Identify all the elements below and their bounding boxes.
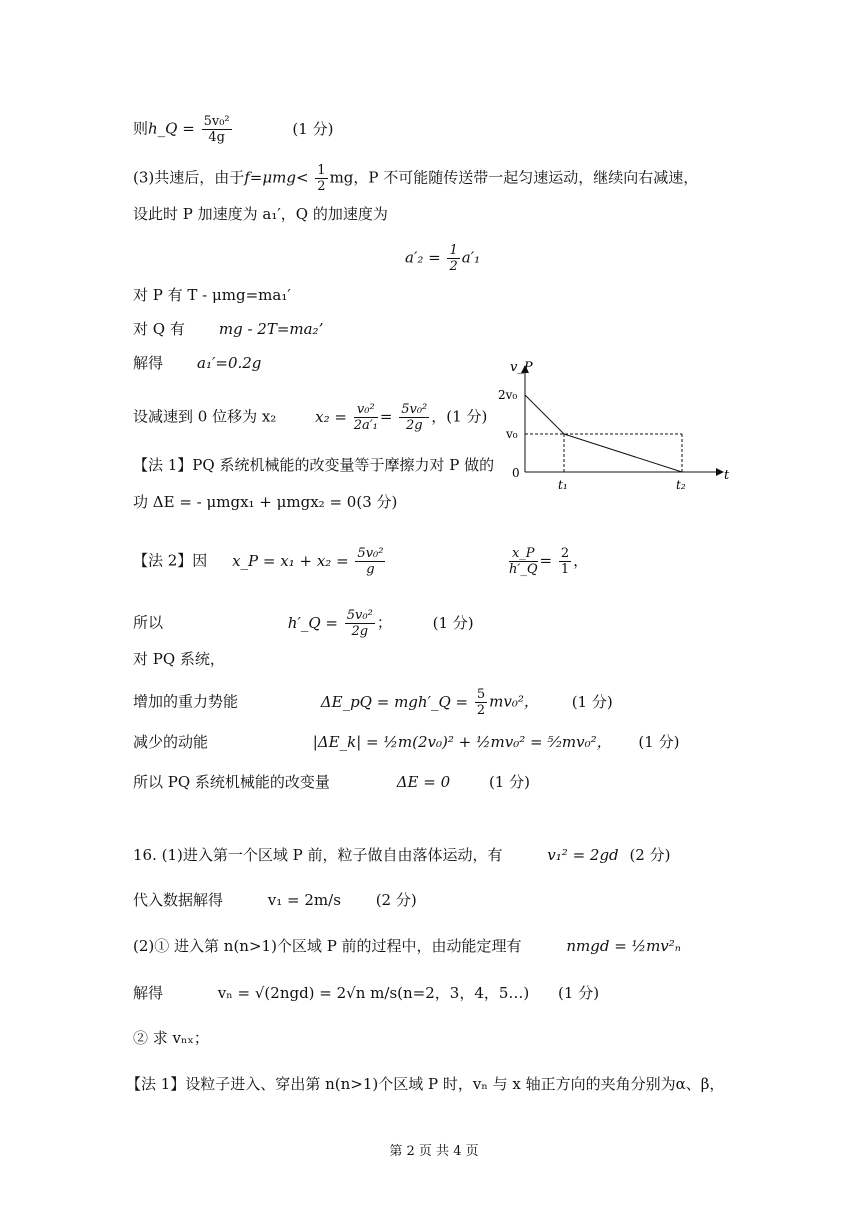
denominator: 4g	[208, 130, 225, 145]
text: 减少的动能	[133, 733, 209, 751]
fraction-2	[399, 402, 429, 433]
tick-t1: t₁	[558, 478, 568, 492]
q16-line-3	[133, 935, 681, 957]
lhs: x₂ =	[315, 407, 347, 426]
score: (1 分)	[638, 733, 680, 751]
text: 解得	[133, 354, 164, 372]
formula-tail: mv₀²，	[489, 692, 539, 711]
score: (1 分)	[558, 984, 600, 1002]
formula: ΔE = 0	[396, 773, 451, 791]
text: 16. (1)进入第一个区域 P 前，粒子做自由落体运动，有	[133, 846, 503, 864]
numerator: 1	[449, 243, 458, 258]
q16-line-2	[133, 889, 417, 911]
denominator: g	[366, 562, 375, 577]
score: (2 分)	[629, 846, 671, 864]
text: 设减速到 0 位移为 x₂	[133, 407, 277, 426]
text: 代入数据解得	[133, 891, 224, 909]
tick-v0: v₀	[506, 427, 518, 441]
numerator: 5v₀²	[346, 608, 373, 623]
formula: a₁′=0.2g	[197, 354, 262, 372]
line-hq	[133, 114, 333, 145]
denominator: 1	[560, 562, 570, 577]
line-p-eq: 对 P 有 T - μmg=ma₁′	[133, 286, 291, 304]
numerator: 1	[317, 163, 326, 178]
page-footer: 第 2 页 共 4 页	[389, 1144, 479, 1159]
formula: x_P = x₁ + x₂ =	[232, 551, 349, 570]
fraction	[447, 243, 459, 274]
denominator: 2	[317, 179, 326, 194]
equation-a2	[405, 243, 480, 274]
rhs: a′₁	[461, 248, 481, 267]
fraction-ratio-2	[559, 546, 571, 577]
method-1-heading: 【法 1】PQ 系统机械能的改变量等于摩擦力对 P 做的	[133, 456, 495, 474]
fraction-ratio-1	[509, 546, 537, 577]
fraction-1	[354, 402, 378, 433]
text: (2)① 进入第 n(n>1)个区域 P 前的过程中，由动能定理有	[133, 937, 522, 955]
score: (1 分)	[292, 119, 334, 138]
score: (2 分)	[375, 891, 417, 909]
line-pq-system: 对 PQ 系统，	[133, 650, 225, 668]
tick-zero: 0	[512, 466, 520, 480]
q16-line-1	[133, 844, 670, 866]
formula: f=μmg<	[244, 168, 309, 187]
formula: v₁² = 2gd	[547, 846, 619, 864]
line-3-intro	[133, 163, 698, 194]
fraction-half	[315, 163, 327, 194]
line-accel: 设此时 P 加速度为 a₁′，Q 的加速度为	[133, 205, 388, 223]
segment-decel-2	[564, 434, 682, 472]
numerator: 5v₀²	[203, 114, 230, 129]
q16-line-5: ② 求 vₙₓ；	[133, 1029, 209, 1047]
line-x2: 设减速到 0 位移为 x₂ x₂ = $\frac{\text{v₀²}}{\text{2a′₁}}$ = $\frac{\text{5v₀²}}{2g}$ ，(1 分)	[133, 402, 488, 433]
score: (1 分)	[571, 692, 613, 711]
fraction-ep	[475, 687, 487, 718]
fraction-hq2	[345, 608, 375, 639]
y-axis-label: v_P	[510, 360, 533, 375]
q16-line-6: 【法 1】设粒子进入、穿出第 n(n>1)个区域 P 时，vₙ 与 x 轴正方向的夹角分别为α、β，	[126, 1075, 725, 1093]
line-so: 所以 h′_Q = $\frac{\text{5v₀²}}{2g}$ ； (1 分)	[133, 608, 474, 639]
denominator: h′_Q	[509, 562, 538, 577]
lhs: h′_Q =	[287, 613, 338, 632]
denominator: 2a′₁	[353, 418, 378, 433]
fraction-xp	[355, 546, 385, 577]
x-axis-label: t	[724, 468, 730, 483]
velocity-time-graph	[490, 355, 740, 495]
numerator: 5v₀²	[357, 546, 384, 561]
text: 所以 PQ 系统机械能的改变量	[133, 773, 330, 791]
fraction-hq	[202, 114, 232, 145]
formula: vₙ = √(2ngd) = 2√n m/s(n=2，3，4，5…)	[217, 984, 530, 1002]
line-ep	[133, 687, 613, 718]
lhs: a′₂ =	[405, 248, 441, 267]
line-de	[133, 771, 530, 793]
denominator: 2	[476, 703, 486, 718]
text: 解得	[133, 984, 164, 1002]
text: 【法 2】因	[133, 551, 208, 570]
numerator: x_P	[509, 546, 537, 562]
formula: ΔE_pQ = mgh′_Q =	[320, 692, 469, 711]
tick-t2: t₂	[676, 478, 686, 492]
formula: nmgd = ½mv²ₙ	[566, 937, 681, 955]
denominator: 2g	[351, 624, 369, 639]
segment-decel-1	[525, 395, 564, 434]
numerator: 5	[476, 687, 486, 702]
formula: v₁ = 2m/s	[267, 891, 341, 909]
line-ek	[133, 731, 679, 753]
denominator: 2g	[405, 418, 423, 433]
formula: |ΔE_k| = ½m(2v₀)² + ½mv₀² = ⁵⁄₂mv₀²，	[312, 733, 612, 751]
q16-line-4	[133, 982, 599, 1004]
denominator: 2	[449, 259, 458, 274]
numerator: v₀²	[354, 402, 378, 418]
text: 对 Q 有	[133, 320, 185, 338]
score: (1 分)	[488, 773, 530, 791]
formula: mg - 2T=ma₂’	[218, 320, 324, 338]
text: 增加的重力势能	[133, 692, 239, 711]
text: 则	[133, 119, 149, 138]
formula-lhs: h_Q =	[148, 119, 195, 138]
numerator: 2	[560, 546, 570, 561]
line-solve	[133, 352, 261, 374]
line-q-eq	[133, 318, 323, 340]
score: (1 分)	[432, 613, 474, 632]
method-1-formula: 功 ΔE = - μmgx₁ + μmgx₂ = 0(3 分)	[133, 493, 398, 511]
numerator: 5v₀²	[401, 402, 428, 417]
method-2-line: 【法 2】因 x_P = x₁ + x₂ = $\frac{\text{5v₀²}}{g}$ $\frac{x\_P}{h'\_Q}$ = $\frac{2}{1}$ ，	[133, 546, 589, 577]
text: 所以	[133, 613, 164, 632]
text: mg，P 不可能随传送带一起匀速运动，继续向右减速，	[329, 168, 699, 187]
tick-2v0: 2v₀	[498, 388, 518, 402]
text: (3)共速后，由于	[133, 168, 245, 187]
score: ，(1 分)	[431, 407, 488, 426]
